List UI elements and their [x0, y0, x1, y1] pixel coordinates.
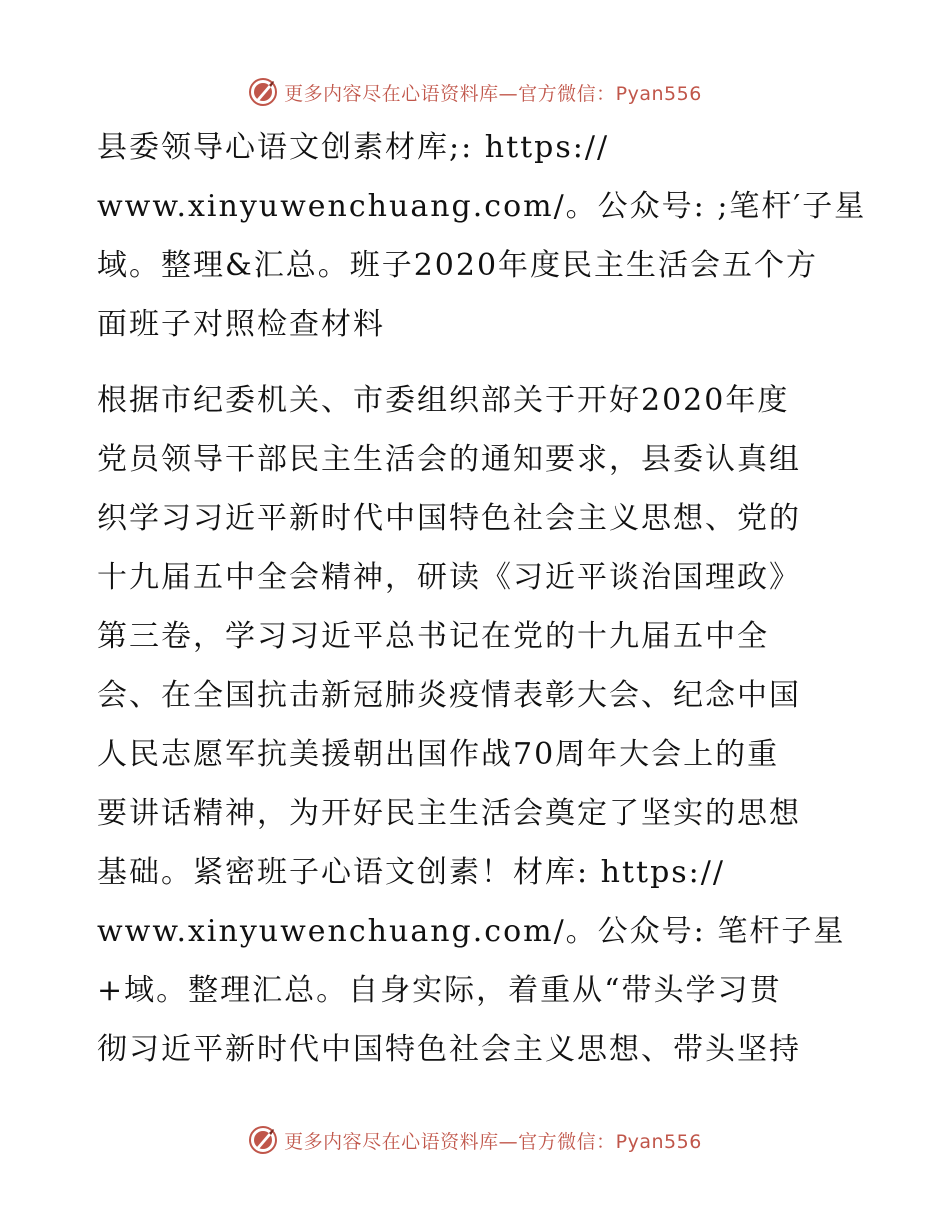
text-line: 要讲话精神，为开好民主生活会奠定了坚实的思想: [97, 796, 801, 831]
text-line: 域。整理&汇总。班子2020年度民主生活会五个方: [97, 248, 819, 283]
text-line: 根据市纪委机关、市委组织部关于开好2020年度: [97, 383, 790, 418]
header-watermark: [0, 72, 950, 112]
text-line: 基础。紧密班子心语文创素！材库: https://: [97, 855, 725, 890]
text-line: 十九届五中全会精神，研读《习近平谈治国理政》: [97, 560, 801, 595]
text-line: www.xinyuwenchuang.com/。公众号: ;笔杆′子星: [97, 189, 867, 224]
paragraph-body: [97, 371, 857, 1079]
text-line: 彻习近平新时代中国特色社会主义思想、带头坚持: [97, 1032, 801, 1067]
text-line: 会、在全国抗击新冠肺炎疫情表彰大会、纪念中国: [97, 678, 801, 713]
text-line: 党员领导干部民主生活会的通知要求，县委认真组: [97, 442, 801, 477]
header-watermark-text: 更多内容尽在心语资料库—官方微信：Pyan556: [284, 82, 702, 105]
text-line: 人民志愿军抗美援朝出国作战70周年大会上的重: [97, 737, 780, 772]
text-line: +域。整理汇总。自身实际，着重从“带头学习贯: [97, 973, 782, 1008]
text-line: 第三卷，学习习近平总书记在党的十九届五中全: [97, 619, 769, 654]
text-line: 县委领导心语文创素材库;: https://: [97, 130, 610, 165]
text-line: 织学习习近平新时代中国特色社会主义思想、党的: [97, 501, 801, 536]
text-line: www.xinyuwenchuang.com/。公众号: 笔杆子星: [97, 914, 846, 949]
text-line: 面班子对照检查材料: [97, 307, 385, 342]
quill-pen-logo-icon: [248, 1125, 278, 1155]
footer-watermark: [0, 1120, 950, 1160]
document-body: [97, 118, 867, 1079]
paragraph-title: [97, 118, 867, 354]
footer-watermark-text: 更多内容尽在心语资料库—官方微信：Pyan556: [284, 1130, 702, 1153]
paragraph-spacer: [97, 354, 857, 371]
quill-pen-logo-icon: [248, 77, 278, 107]
